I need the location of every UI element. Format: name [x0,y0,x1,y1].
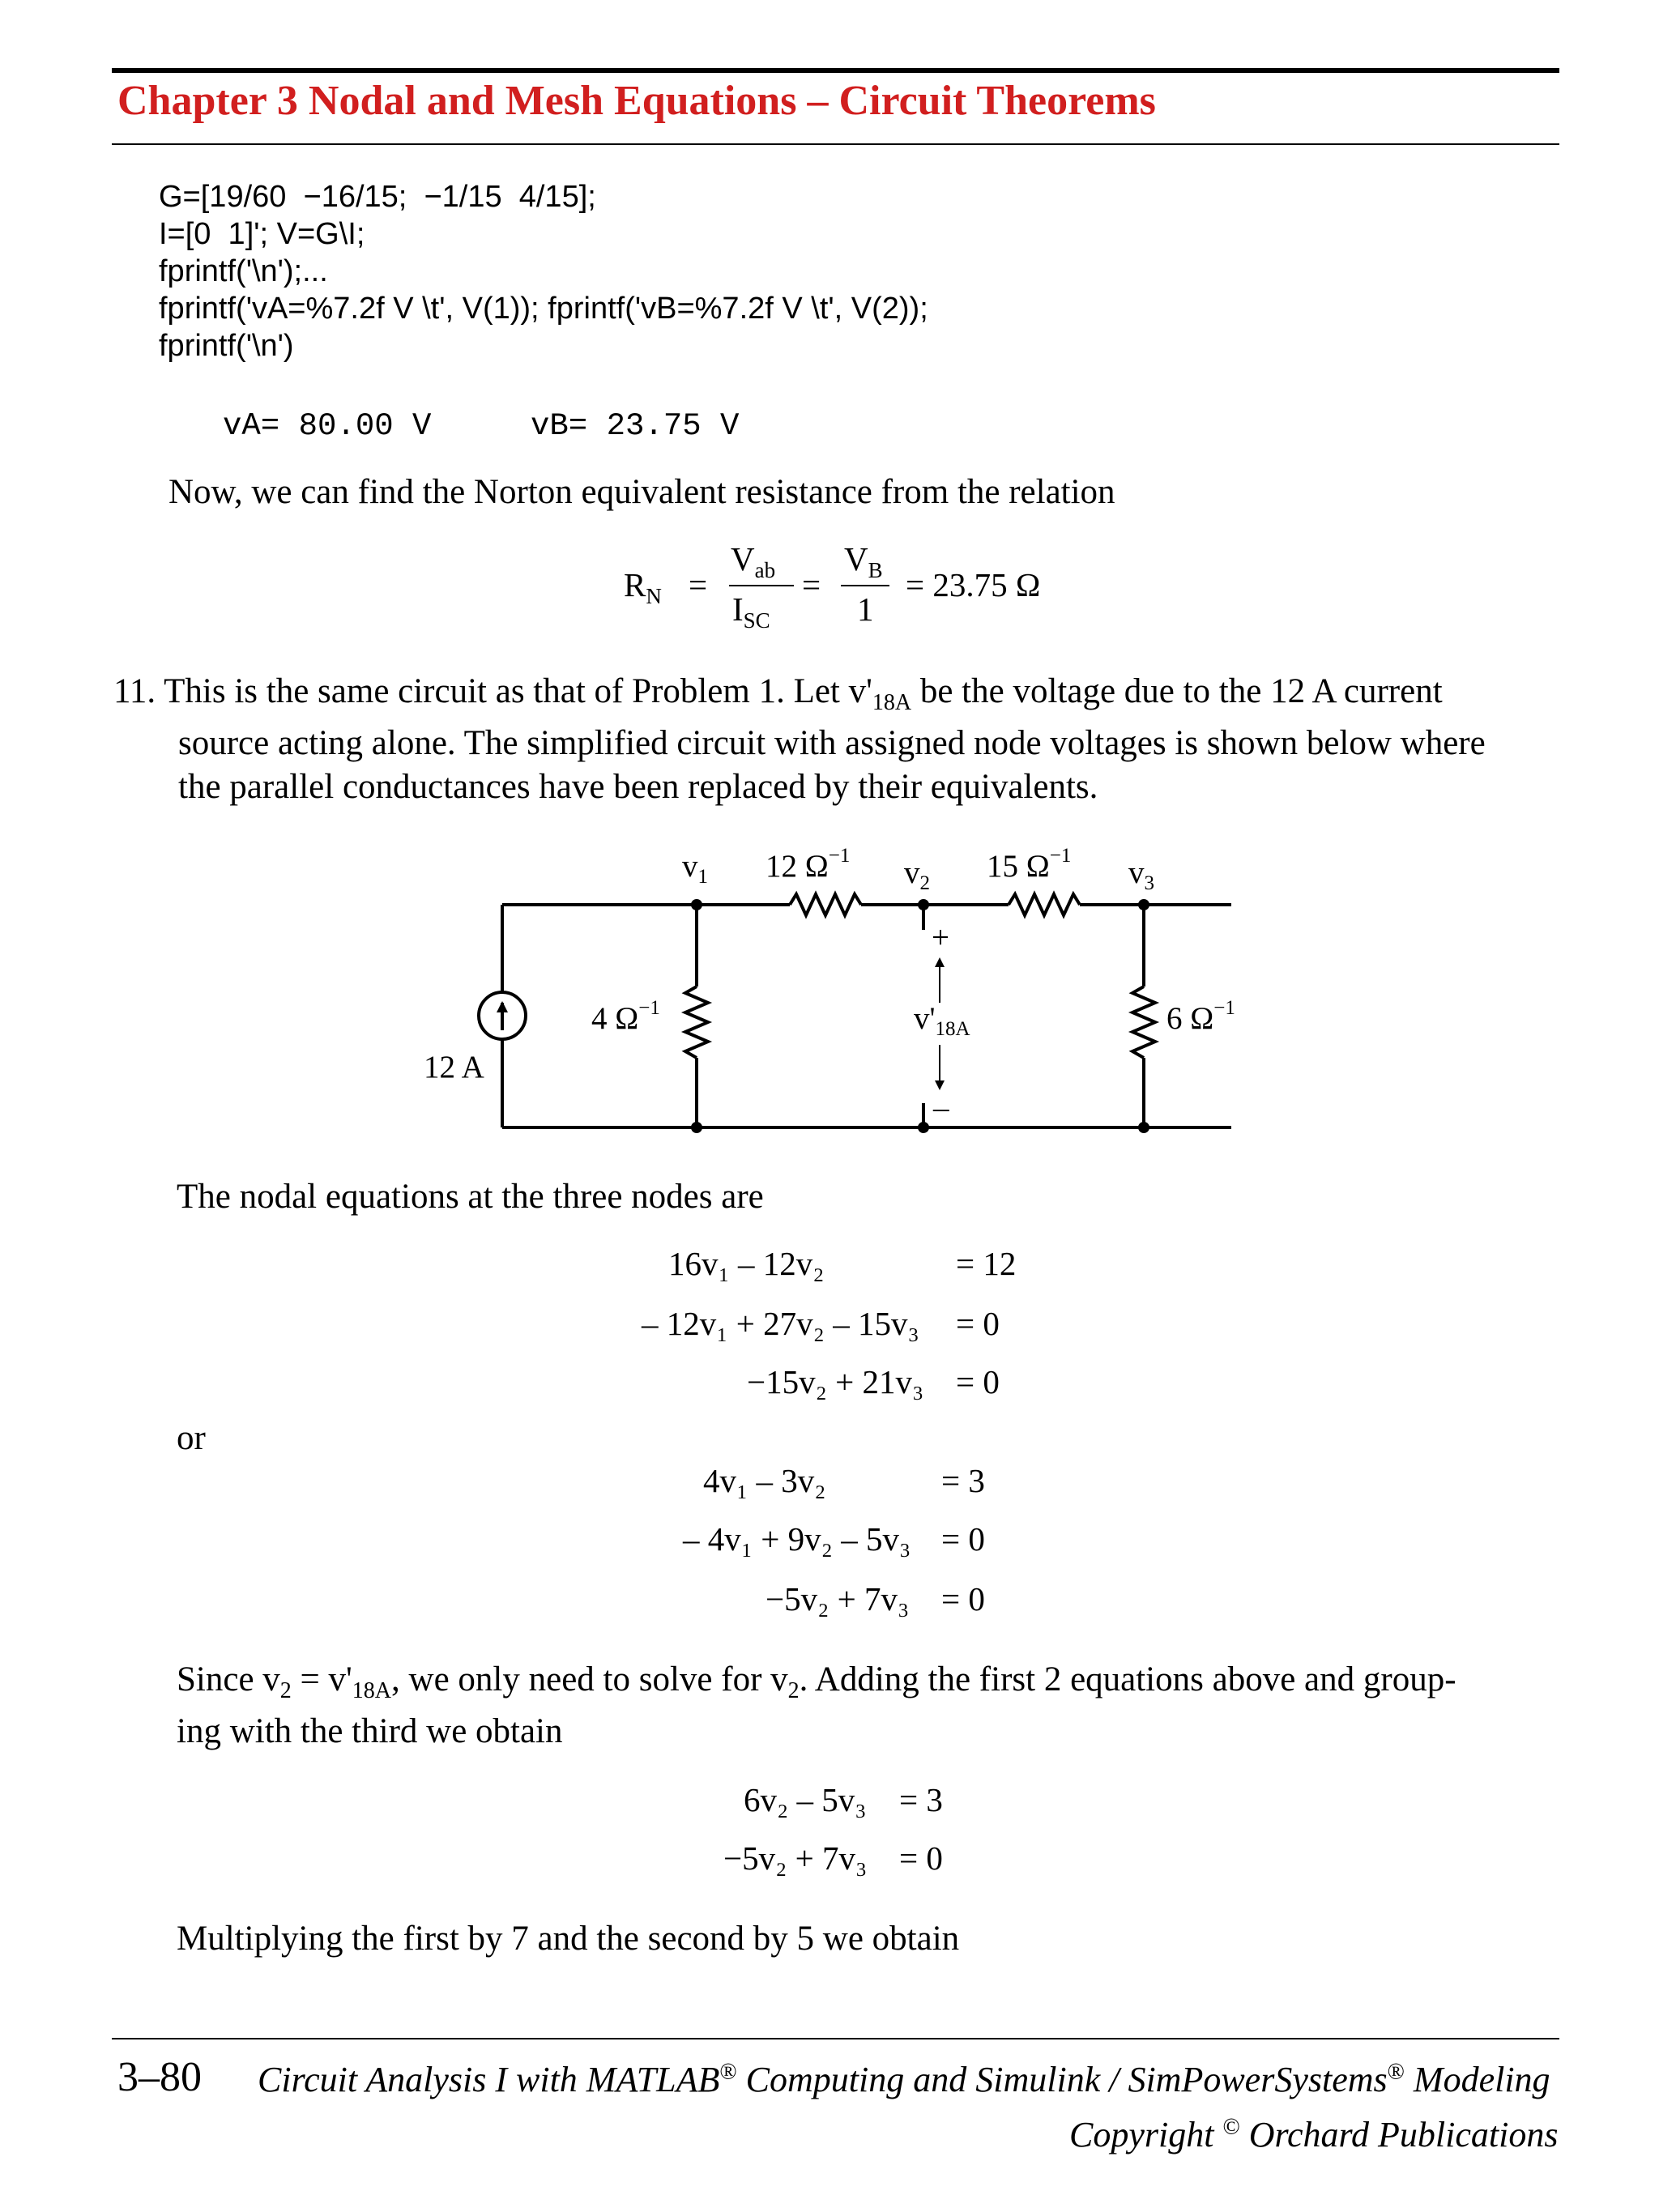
eq1-row-3-rhs: = 0 [956,1363,1000,1400]
eq3-row-1-lhs: 6v₂ – 5v₃ [744,1781,867,1818]
code-line-1: G=[19/60 −16/15; −1/15 4/15]; [159,180,596,214]
rn-frac1-den: $I_{SC}$ [732,590,770,633]
eq2-row-2-rhs: = 0 [941,1520,985,1558]
resistor-15-zigzag [1009,894,1080,915]
voltage-arrowhead-down [935,1080,945,1090]
page-number: 3–80 [117,2054,202,2100]
problem-11-line-1: 11. This is the same circuit as that of Problem 1. Let $v'_{18A}$ be the voltage due to the 12 A current [113,672,1443,715]
eq2-row-1-lhs: 4v₁ – 3v₂ [703,1462,826,1499]
resistor-4-zigzag [685,987,708,1058]
node-dot-v1 [691,899,702,910]
rn-lhs: $R_N$ [624,566,662,608]
book-title: Circuit Analysis I with MATLAB® Computing and Simulink / SimPowerSystems® Modeling [258,2059,1550,2099]
label-r4: 4 $\Omega^{-1}$ [591,997,660,1036]
eq3-row-2-lhs: −5v₂ + 7v₃ [723,1839,868,1877]
node-dot-bottom-2 [918,1122,929,1133]
output-va: vA= 80.00 V [223,408,432,444]
label-source: 12 A [424,1050,484,1085]
label-v3: $v_3$ [1128,855,1154,894]
eq2-row-3-rhs: = 0 [941,1580,985,1617]
label-r15: 15 $\Omega^{-1}$ [987,845,1072,884]
node-dot-v2 [918,899,929,910]
norton-intro: Now, we can find the Norton equivalent resistance from the relation [168,473,1115,511]
eq2-row-2-lhs: – 4v₁ + 9v₂ – 5v₃ [683,1520,911,1558]
chapter-title: Chapter 3 Nodal and Mesh Equations – Circuit Theorems [117,78,1156,124]
label-minus: – [933,1090,949,1125]
eq1-row-2-rhs: = 0 [956,1305,1000,1342]
resistor-6-zigzag [1132,987,1155,1058]
label-r12: 12 $\Omega^{-1}$ [766,845,851,884]
voltage-arrowhead-up [935,957,945,967]
problem-number: 11. [113,672,156,710]
rn-frac1-num: $V_{ab}$ [731,540,776,582]
node-dot-bottom-3 [1138,1122,1149,1133]
rn-frac2-den: 1 [857,590,874,628]
nodal-intro: The nodal equations at the three nodes are [177,1178,764,1216]
code-line-4: fprintf('vA=%7.2f V \t', V(1)); fprintf('vB=%7.2f V \t', V(2)); [159,292,928,326]
node-dot-v3 [1138,899,1149,910]
node-dot-bottom-1 [691,1122,702,1133]
since-line-1: Since $v_2 = v'_{18A}$, we only need to solve for $v_2$. Adding the first 2 equations above and group- [177,1660,1456,1703]
footer-rule [112,2038,1559,2039]
copyright-line: Copyright © Orchard Publications [1069,2114,1559,2154]
multiply-text: Multiplying the first by 7 and the second by 5 we obtain [177,1920,960,1958]
rn-equals-1: = [689,566,708,603]
problem-11-line-2: source acting alone. The simplified circuit with assigned node voltages is shown below where [178,724,1486,762]
current-arrow-head [497,1001,508,1012]
rn-equals-2: = [802,566,821,603]
label-r6: 6 $\Omega^{-1}$ [1166,997,1235,1036]
eq3-row-1-rhs: = 3 [899,1781,943,1818]
eq1-row-1-rhs: = 12 [956,1245,1017,1282]
label-plus: + [932,920,949,955]
since-line-2: ing with the third we obtain [177,1712,563,1750]
eq1-row-3-lhs: −15v₂ + 21v₃ [747,1363,924,1400]
code-line-5: fprintf('\n') [159,329,294,363]
label-v2: $v_2$ [904,855,930,894]
eq1-row-1-lhs: 16v₁ – 12v₂ [668,1245,825,1282]
label-vprime-18a: $v'_{18A}$ [914,1001,970,1040]
output-vb: vB= 23.75 V [531,408,740,444]
resistor-12-zigzag [790,894,861,915]
rn-frac2-num: $V_B$ [844,540,883,582]
problem-11-line-3: the parallel conductances have been replaced by their equivalents. [178,768,1098,806]
code-line-2: I=[0 1]'; V=G\I; [159,217,365,251]
label-v1: $v_1$ [682,849,708,888]
eq1-row-2-lhs: – 12v₁ + 27v₂ – 15v₃ [642,1305,919,1342]
code-line-3: fprintf('\n');... [159,254,328,288]
eq2-row-1-rhs: = 3 [941,1462,985,1499]
rn-result: = 23.75 Ω [906,566,1041,603]
eq3-row-2-rhs: = 0 [899,1839,943,1877]
eq2-row-3-lhs: −5v₂ + 7v₃ [766,1580,910,1617]
or-label: or [177,1419,206,1457]
